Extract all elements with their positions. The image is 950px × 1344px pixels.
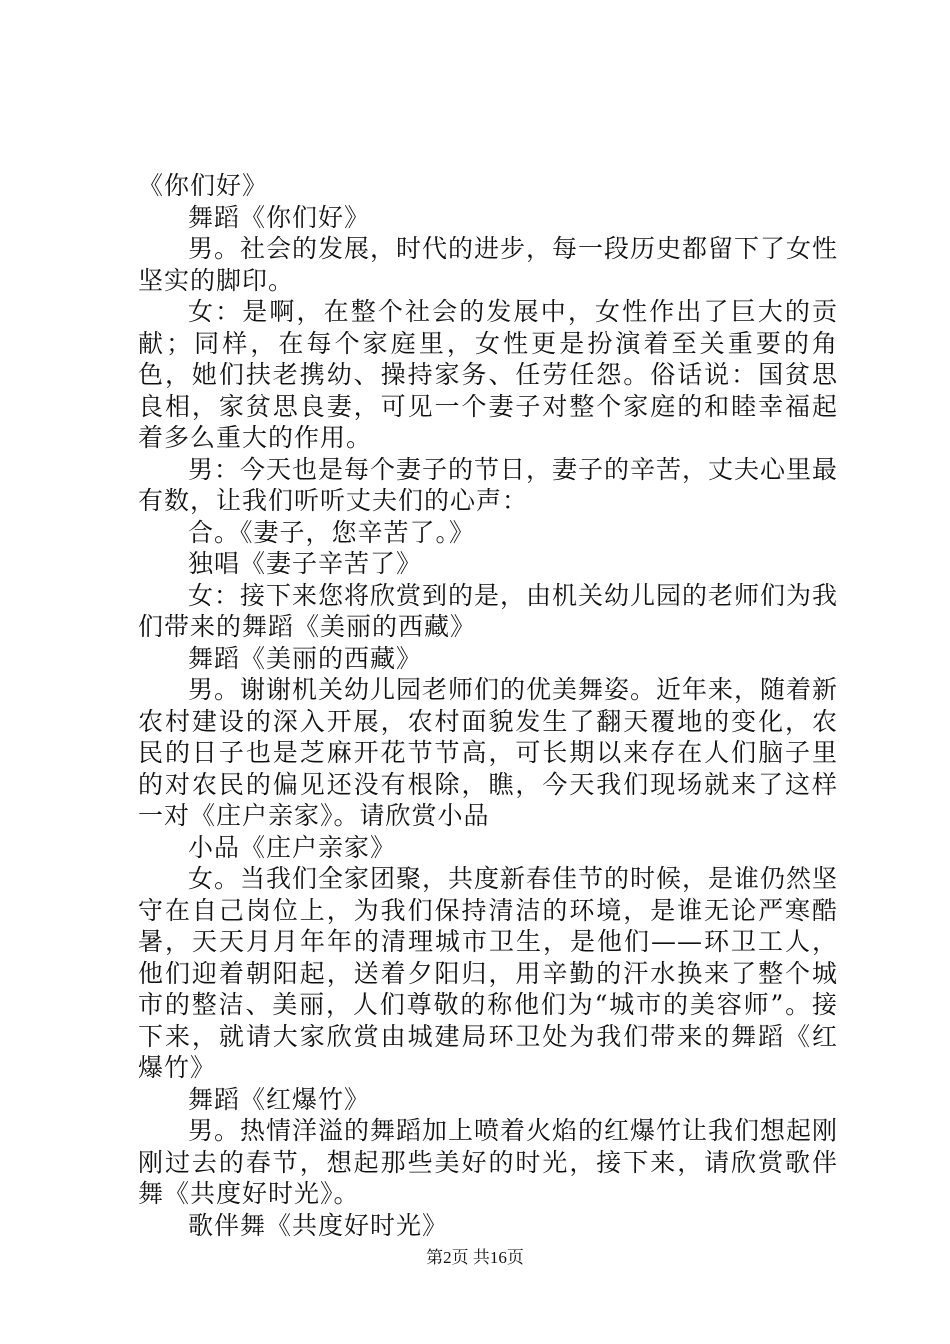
program-title: 《你们好》 xyxy=(138,171,269,200)
page-number-footer: 第2页 共16页 xyxy=(426,1248,524,1267)
paragraph: 男。热情洋溢的舞蹈加上喷着火焰的红爆竹让我们想起刚刚过去的春节，想起那些美好的时光，接下来，请欣赏歌伴舞《共度好时光》。 xyxy=(138,1116,839,1208)
paragraph: 歌伴舞《共度好时光》 xyxy=(188,1210,449,1240)
paragraph: 女：接下来您将欣赏到的是，由机关幼儿园的老师们为我们带来的舞蹈《美丽的西藏》 xyxy=(138,580,839,641)
paragraph: 舞蹈《你们好》 xyxy=(188,202,371,232)
paragraph: 女。当我们全家团聚，共度新春佳节的时候，是谁仍然坚守在自己岗位上，为我们保持清洁的环境，是谁无论严寒酷暑，天天月月年年的清理城市卫生，是他们——环卫工人，他们迎着朝阳起，送着夕阳归，用辛勤的汗水换来了整个城市的整洁、美丽，人们尊敬的称他们为“城市的美容师”。接下来，就请大家欣赏由城建局环卫处为我们带来的舞蹈《红爆竹》 xyxy=(138,864,839,1082)
paragraph: 舞蹈《红爆竹》 xyxy=(188,1084,371,1114)
paragraph: 男：今天也是每个妻子的节日，妻子的辛苦，丈夫心里最有数，让我们听听丈夫们的心声： xyxy=(138,454,839,515)
paragraph: 合。《妻子，您辛苦了。》 xyxy=(188,517,476,547)
document-body xyxy=(138,170,838,1241)
paragraph: 男。谢谢机关幼儿园老师们的优美舞姿。近年来，随着新农村建设的深入开展，农村面貌发生了翻天覆地的变化，农民的日子也是芝麻开花节节高，可长期以来存在人们脑子里的对农民的偏见还没有根除，瞧，今天我们现场就来了这样一对《庄户亲家》。请欣赏小品 xyxy=(138,675,839,830)
paragraph: 小品《庄户亲家》 xyxy=(188,832,397,862)
paragraph: 舞蹈《美丽的西藏》 xyxy=(188,643,423,673)
paragraph: 女：是啊，在整个社会的发展中，女性作出了巨大的贡献；同样，在每个家庭里，女性更是扮演着至关重要的角色，她们扶老携幼、操持家务、任劳任怨。俗话说：国贫思良相，家贫思良妻，可见一个妻子对整个家庭的和睦幸福起着多么重大的作用。 xyxy=(138,297,838,452)
paragraph: 男。社会的发展，时代的进步，每一段历史都留下了女性坚实的脚印。 xyxy=(138,234,839,295)
paragraph: 独唱《妻子辛苦了》 xyxy=(188,549,423,578)
